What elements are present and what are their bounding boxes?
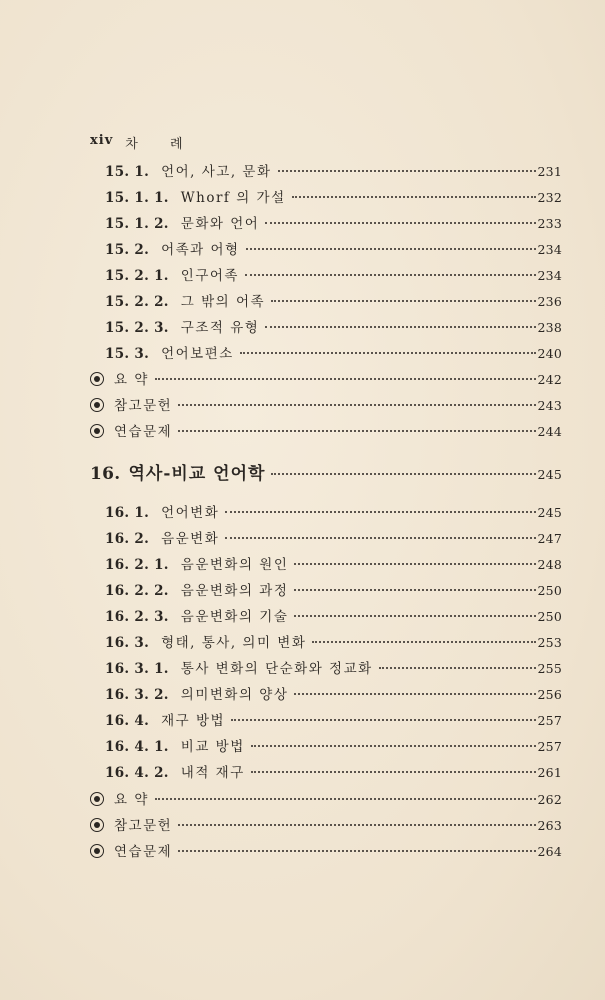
toc-entry-label: 재구 방법: [161, 713, 226, 729]
toc-entry-number: 15. 2.: [105, 242, 150, 258]
toc-entry-number: 16. 4. 2.: [105, 765, 169, 781]
toc-entry-number: 15. 1. 2.: [105, 216, 169, 232]
toc-entry-page: 240: [537, 346, 562, 361]
toc-entry-number: 16. 2.: [105, 531, 150, 547]
leader-dots: [312, 641, 535, 643]
toc-entry-number: 16. 3. 2.: [105, 687, 169, 703]
toc-entry: [105, 529, 562, 549]
toc-entry-label: 언어변화: [161, 505, 220, 521]
leader-dots: [178, 824, 535, 826]
chapter-title: 역사-비교 언어학: [128, 464, 266, 484]
toc-entry-label: 참고문헌: [114, 398, 173, 414]
toc-entry-page: 245: [537, 505, 562, 520]
toc-entry: [105, 633, 562, 653]
running-head-title: 차 례: [125, 137, 197, 152]
toc-entry-number: 16. 2. 2.: [105, 583, 169, 599]
toc-entry-label: 문화와 언어: [180, 216, 260, 232]
toc-entry: [105, 266, 562, 286]
toc-entry-number: 16. 2. 3.: [105, 609, 169, 625]
leader-dots: [278, 170, 536, 172]
chapter-page: 245: [537, 467, 562, 482]
leader-dots: [178, 430, 535, 432]
leader-dots: [294, 589, 535, 591]
toc-bullet-entry: [90, 816, 562, 836]
toc-entry-label: 언어, 사고, 문화: [161, 164, 272, 180]
toc-bullet-entry: [90, 370, 562, 390]
circled-dot-icon: [90, 818, 104, 832]
toc-entry-page: 250: [537, 583, 562, 598]
toc-entry: [105, 685, 562, 705]
toc-entry: [105, 318, 562, 338]
toc-bullet-entry: [90, 396, 562, 416]
leader-dots: [178, 850, 535, 852]
toc-entry-number: 15. 3.: [105, 346, 150, 362]
leader-dots: [294, 693, 535, 695]
toc-entry-page: 264: [537, 844, 562, 859]
toc-entry-number: 16. 3. 1.: [105, 661, 169, 677]
toc-entry-label: 요 약: [114, 372, 149, 388]
leader-dots: [265, 222, 535, 224]
leader-dots: [225, 537, 535, 539]
toc-entry-page: 257: [537, 739, 562, 754]
leader-dots: [231, 719, 535, 721]
toc-entry-label: 내적 재구: [180, 765, 245, 781]
toc-entry: [105, 711, 562, 731]
page-number-roman: xiv: [90, 133, 114, 148]
toc-entry-page: 232: [537, 190, 562, 205]
toc-entry-label: 통사 변화의 단순화와 정교화: [180, 661, 373, 677]
toc-entry: [105, 503, 562, 523]
leader-dots: [245, 274, 536, 276]
toc-entry: [105, 737, 562, 757]
toc-entry-number: 15. 1.: [105, 164, 150, 180]
toc-entry-number: 15. 2. 1.: [105, 268, 169, 284]
toc-entry-page: 250: [537, 609, 562, 624]
toc-entry-label: 구조적 유형: [180, 320, 260, 336]
toc-entry-label: Whorf 의 가설: [180, 190, 286, 206]
toc-entry-page: 244: [537, 424, 562, 439]
toc-entry: [105, 292, 562, 312]
toc-bullet-entry: [90, 842, 562, 862]
toc-entry: [105, 607, 562, 627]
toc-entry-number: 15. 2. 2.: [105, 294, 169, 310]
leader-dots: [155, 798, 536, 800]
toc-entry-label: 언어보편소: [161, 346, 234, 362]
leader-dots: [155, 378, 536, 380]
toc-entry-page: 233: [537, 216, 562, 231]
leader-dots: [292, 196, 536, 198]
toc-entry: [105, 188, 562, 208]
toc-entry-label: 요 약: [114, 792, 149, 808]
toc-entry-label: 비교 방법: [180, 739, 245, 755]
toc-entry-label: 연습문제: [114, 424, 173, 440]
toc-entry: [105, 763, 562, 783]
toc-entry-page: 247: [537, 531, 562, 546]
toc-entry-page: 256: [537, 687, 562, 702]
toc-entry-label: 음운변화의 과정: [180, 583, 289, 599]
toc-entry: [105, 162, 562, 182]
leader-dots: [246, 248, 536, 250]
toc-entry-page: 257: [537, 713, 562, 728]
toc-entry-label: 형태, 통사, 의미 변화: [161, 635, 307, 651]
toc-entry-page: 231: [537, 164, 562, 179]
circled-dot-icon: [90, 424, 104, 438]
toc-entry-page: 255: [537, 661, 562, 676]
leader-dots: [294, 563, 535, 565]
toc-entry-number: 15. 1. 1.: [105, 190, 169, 206]
toc-entry-number: 16. 4. 1.: [105, 739, 169, 755]
toc-entry: [105, 555, 562, 575]
toc-entry-page: 234: [537, 268, 562, 283]
toc-entry-number: 16. 2. 1.: [105, 557, 169, 573]
toc-entry-page: 262: [537, 792, 562, 807]
circled-dot-icon: [90, 372, 104, 386]
leader-dots: [271, 473, 535, 475]
toc-entry-page: 242: [537, 372, 562, 387]
toc-entry-page: 261: [537, 765, 562, 780]
leader-dots: [251, 745, 536, 747]
leader-dots: [271, 300, 535, 302]
toc-entry: [105, 344, 562, 364]
toc-entry-page: 243: [537, 398, 562, 413]
circled-dot-icon: [90, 844, 104, 858]
toc-entry-label: 음운변화의 원인: [180, 557, 289, 573]
leader-dots: [294, 615, 535, 617]
toc-entry-number: 16. 4.: [105, 713, 150, 729]
toc-entry-page: 253: [537, 635, 562, 650]
toc-entry-page: 263: [537, 818, 562, 833]
toc-bullet-entry: [90, 422, 562, 442]
toc-entry: [105, 214, 562, 234]
running-head: [90, 133, 197, 152]
leader-dots: [225, 511, 535, 513]
toc-entry-page: 236: [537, 294, 562, 309]
toc-entry-label: 그 밖의 어족: [180, 294, 266, 310]
chapter-number: 16.: [90, 464, 121, 484]
toc-entry-label: 의미변화의 양상: [180, 687, 289, 703]
leader-dots: [240, 352, 536, 354]
leader-dots: [265, 326, 535, 328]
toc-entry-page: 248: [537, 557, 562, 572]
toc-entry-label: 음운변화의 기술: [180, 609, 289, 625]
toc-entry-label: 연습문제: [114, 844, 173, 860]
toc-chapter-entry: [90, 461, 562, 487]
circled-dot-icon: [90, 398, 104, 412]
toc-entry-label: 음운변화: [161, 531, 220, 547]
circled-dot-icon: [90, 792, 104, 806]
toc-entry-page: 238: [537, 320, 562, 335]
toc-entry: [105, 240, 562, 260]
leader-dots: [251, 771, 536, 773]
toc-entry-number: 15. 2. 3.: [105, 320, 169, 336]
toc-entry: [105, 581, 562, 601]
toc-entry-label: 인구어족: [180, 268, 239, 284]
toc-entry-page: 234: [537, 242, 562, 257]
leader-dots: [379, 667, 536, 669]
toc-entry-number: 16. 1.: [105, 505, 150, 521]
toc-bullet-entry: [90, 790, 562, 810]
toc-entry-number: 16. 3.: [105, 635, 150, 651]
toc-entry-label: 참고문헌: [114, 818, 173, 834]
toc-entry: [105, 659, 562, 679]
leader-dots: [178, 404, 535, 406]
toc-entry-label: 어족과 어형: [161, 242, 240, 258]
